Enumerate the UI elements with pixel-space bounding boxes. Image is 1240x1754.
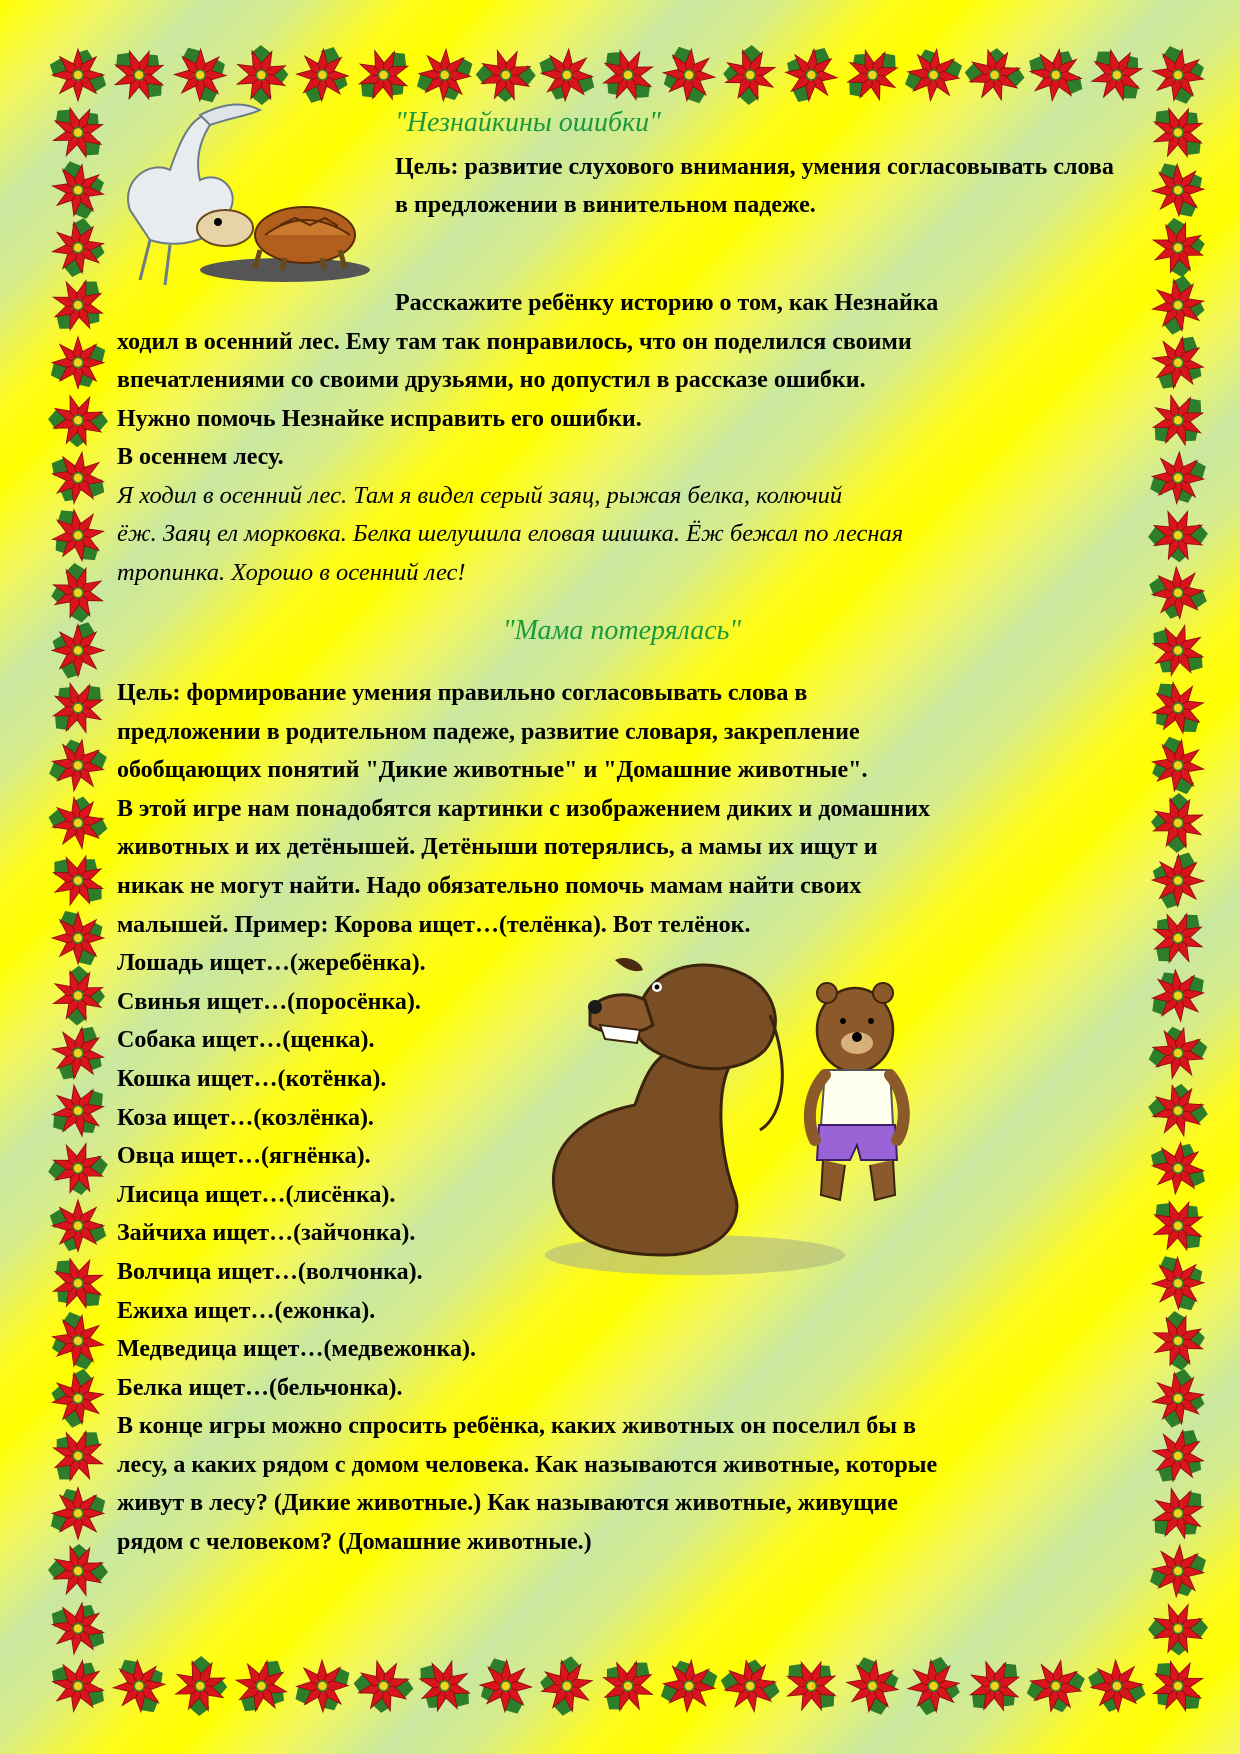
poinsettia-flower xyxy=(1147,327,1212,399)
game2-line: живут в лесу? (Дикие животные.) Как называются животные, живущие xyxy=(117,1490,898,1517)
poinsettia-flower xyxy=(958,1646,1034,1726)
poinsettia-flower xyxy=(591,1647,663,1725)
poinsettia-flower xyxy=(832,34,910,116)
poinsettia-flower xyxy=(42,790,113,854)
poinsettia-flower xyxy=(41,1417,112,1494)
game2-line: животных и их детёнышей. Детёныши потерялись, а мамы их ищут и xyxy=(117,834,878,861)
game2-line: обобщающих понятий "Дикие животные" и "Домашние животные". xyxy=(117,757,868,784)
poinsettia-flower xyxy=(1136,1012,1218,1092)
poinsettia-flower xyxy=(42,1652,114,1717)
poinsettia-flower xyxy=(50,619,104,682)
poinsettia-flower xyxy=(904,1652,965,1721)
poinsettia-flower xyxy=(1137,1648,1218,1726)
poinsettia-flower xyxy=(229,1649,296,1723)
poinsettia-flower xyxy=(40,386,117,457)
game1-story-line: ёж. Заяц ел морковка. Белка шелушила еловая шишка. Ёж бежал по лесная xyxy=(117,520,904,547)
poinsettia-flower xyxy=(1141,1076,1215,1143)
poinsettia-flower xyxy=(38,553,115,634)
poinsettia-flower xyxy=(47,1018,111,1089)
rabbit-turtle-illustration xyxy=(110,100,380,290)
poinsettia-flower xyxy=(1140,206,1218,287)
game2-line: Волчица ищет…(волчонка). xyxy=(117,1258,423,1285)
poinsettia-flower xyxy=(1137,1241,1220,1324)
poinsettia-flower xyxy=(46,1200,109,1254)
game2-line: никак не могут найти. Надо обязательно помочь мамам найти своих xyxy=(117,872,862,899)
poinsettia-flower xyxy=(1146,1420,1212,1492)
poinsettia-flower xyxy=(36,496,119,577)
poinsettia-flower xyxy=(43,1595,114,1659)
poinsettia-flower xyxy=(295,43,352,108)
poinsettia-flower xyxy=(532,1650,598,1723)
poinsettia-flower xyxy=(1148,1363,1211,1433)
poinsettia-flower xyxy=(1145,565,1212,624)
poinsettia-flower xyxy=(1141,785,1212,862)
poinsettia-flower xyxy=(38,148,119,231)
poinsettia-flower xyxy=(38,1131,119,1208)
poinsettia-flower xyxy=(44,957,115,1034)
poinsettia-flower xyxy=(1149,848,1205,912)
poinsettia-flower xyxy=(40,844,117,915)
poinsettia-flower xyxy=(1139,499,1218,574)
poinsettia-flower xyxy=(1139,94,1219,169)
poinsettia-flower xyxy=(1138,1187,1218,1263)
game2-line: В конце игры можно спросить ребёнка, каких животных он поселил бы в xyxy=(117,1413,916,1440)
poinsettia-flower xyxy=(1140,1473,1219,1555)
poinsettia-flower xyxy=(772,1648,851,1722)
poinsettia-flower xyxy=(1144,1137,1213,1198)
poinsettia-flower xyxy=(39,1534,116,1605)
game1-intro-line: впечатлениями со своими друзьями, но допустил в рассказе ошибки. xyxy=(117,367,866,393)
game1-title: "Незнайкины ошибки" xyxy=(395,107,661,138)
poinsettia-flower xyxy=(45,1363,109,1434)
poinsettia-flower xyxy=(1136,953,1218,1036)
poinsettia-flower xyxy=(463,1645,546,1728)
game2-line: Медведица ищет…(медвежонка). xyxy=(117,1336,476,1363)
game2-line: предложении в родительном падеже, развитие словаря, закрепление xyxy=(117,718,860,745)
game2-title: "Мама потерялась" xyxy=(502,615,742,646)
game2-line: В этой игре нам понадобятся картинки с изображением диких и домашних xyxy=(117,795,931,822)
poinsettia-flower xyxy=(1139,1593,1218,1667)
poinsettia-flower xyxy=(46,47,109,101)
game1-story-line: тропинка. Хорошо в осенний лес! xyxy=(117,558,466,586)
game1-goal: Цель: развитие слухового внимания, умения согласовывать слова в предложении в винительном падеже. xyxy=(395,154,1114,218)
poinsettia-flower xyxy=(715,1653,786,1717)
poinsettia-flower xyxy=(891,33,974,115)
game2-line: Лисица ищет…(лисёнка). xyxy=(117,1181,396,1208)
game2-line: Собака ищет…(щенка). xyxy=(117,1027,375,1054)
poinsettia-flower xyxy=(36,1471,119,1554)
poinsettia-flower xyxy=(36,724,119,805)
poinsettia-flower xyxy=(647,1644,730,1726)
poinsettia-flower xyxy=(780,41,841,110)
poinsettia-flower xyxy=(714,37,785,113)
game1-intro-line: Нужно помочь Незнайке исправить его ошибки. xyxy=(117,405,642,432)
poinsettia-flower xyxy=(1140,1300,1217,1381)
game1-intro-line: ходил в осенний лес. Ему там так понравилось, что он поделился своими xyxy=(117,328,912,355)
poinsettia-flower xyxy=(1015,1647,1098,1727)
poinsettia-flower xyxy=(1140,617,1215,686)
poinsettia-flower xyxy=(98,1644,181,1727)
game2-line: Цель: формирование умения правильно согласовывать слова в xyxy=(117,680,808,706)
game2-body xyxy=(117,674,1127,1562)
poinsettia-flower xyxy=(1076,34,1158,113)
game2-line: Коза ищет…(козлёнка). xyxy=(117,1104,374,1131)
poinsettia-flower xyxy=(1140,899,1213,977)
poinsettia-flower xyxy=(1137,437,1220,520)
poinsettia-flower xyxy=(1140,380,1218,462)
game1-intro-line: Расскажите ребёнку историю о том, как Незнайка xyxy=(395,290,939,316)
game2-line: Зайчиха ищет…(зайчонка). xyxy=(117,1220,416,1247)
poinsettia-flower xyxy=(47,212,111,283)
poinsettia-flower xyxy=(346,1653,421,1722)
poinsettia-flower xyxy=(406,1652,482,1722)
game2-line: лесу, а каких рядом с домом человека. Как называются животные, которые xyxy=(117,1451,938,1478)
poinsettia-flower xyxy=(38,1070,119,1153)
poinsettia-flower xyxy=(36,1300,117,1383)
poinsettia-flower xyxy=(38,93,119,170)
poinsettia-flower xyxy=(1084,1658,1150,1716)
poinsettia-flower xyxy=(44,267,115,344)
poinsettia-flower xyxy=(647,34,729,117)
game1-story-line: Я ходил в осенний лес. Там я видел серый заяц, рыжая белка, колючий xyxy=(117,481,843,509)
game1-intro-line: В осеннем лесу. xyxy=(117,444,284,470)
poinsettia-flower xyxy=(38,667,115,748)
poinsettia-flower xyxy=(1137,148,1220,231)
game2-line: малышей. Пример: Корова ищет…(телёнка). Вот телёнок. xyxy=(117,911,751,938)
poinsettia-flower xyxy=(1138,33,1219,116)
game2-line: Овца ищет…(ягнёнка). xyxy=(117,1143,371,1170)
poinsettia-flower xyxy=(587,37,668,114)
poinsettia-flower xyxy=(166,1647,237,1724)
game2-line: Свинья ищет…(поросёнка). xyxy=(117,988,421,1015)
game1-body xyxy=(117,284,1127,592)
game2-line: рядом с человеком? (Домашние животные.) xyxy=(117,1529,592,1556)
game2-line: Лошадь ищет…(жеребёнка). xyxy=(117,950,426,977)
poinsettia-flower xyxy=(1021,42,1091,105)
poinsettia-flower xyxy=(404,35,487,118)
poinsettia-flower xyxy=(37,322,120,405)
game2-line: Белка ищет…(бельчонка). xyxy=(117,1374,403,1401)
poinsettia-flower xyxy=(37,1246,118,1323)
poinsettia-flower xyxy=(1147,269,1211,340)
poinsettia-flower xyxy=(533,47,600,106)
poinsettia-flower xyxy=(957,39,1032,108)
poinsettia-flower xyxy=(1137,1531,1220,1614)
game2-line: Ежиха ищет…(ежонка). xyxy=(117,1297,376,1324)
poinsettia-flower xyxy=(833,1644,915,1727)
poinsettia-flower xyxy=(282,1645,365,1728)
poinsettia-flower xyxy=(467,40,545,112)
poinsettia-flower xyxy=(42,447,113,511)
poinsettia-flower xyxy=(1136,669,1219,749)
game2-line: Кошка ищет…(котёнка). xyxy=(117,1065,387,1092)
